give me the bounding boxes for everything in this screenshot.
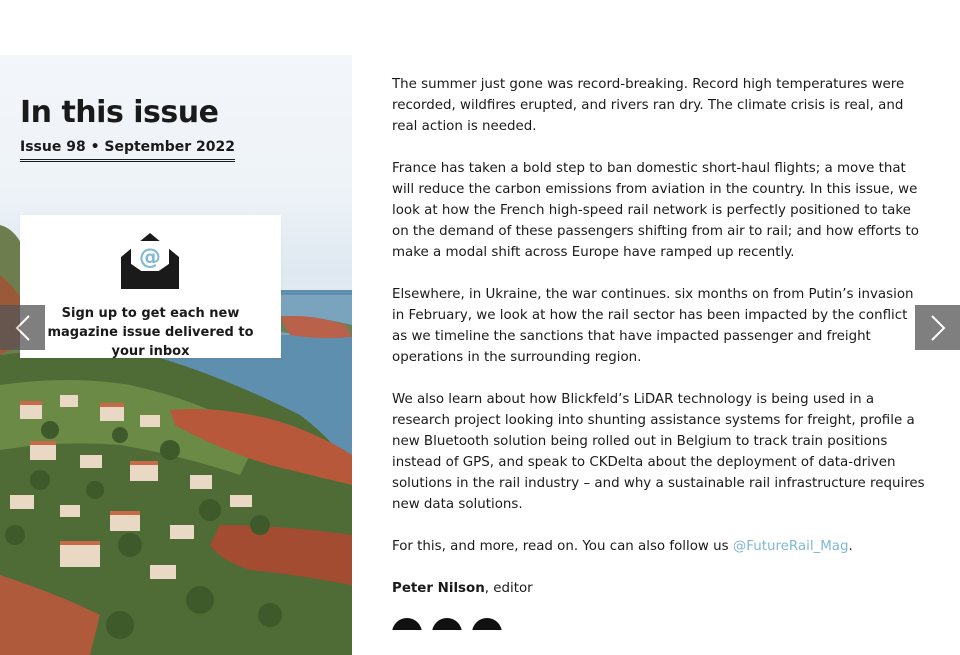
newsletter-signup-card[interactable] (20, 215, 281, 358)
editor-signature (392, 578, 926, 599)
chevron-right-icon (930, 315, 946, 341)
follow-end: . (848, 539, 853, 554)
article-paragraph: Elsewhere, in Ukraine, the war continues. six months on from Putin’s invasion in February, we look at how the rail sector has been impacted by the conflict as we timeline the sanctions that have impacted passenger and freight operations in the surrounding region. (392, 287, 914, 365)
twitter-handle-link[interactable]: @FutureRail_Mag (732, 539, 849, 554)
social-links (392, 618, 502, 630)
section-title: In this issue (20, 95, 219, 130)
article-paragraph: We also learn about how Blickfeld’s LiDAR technology is being used in a research project looking into shunting assistance systems for freight, profile a new Bluetooth solution being rolled out in Belgium to track train positions instead of GPS, and speak to CKDelta about the deployment of data-driven solutions in the rail industry – and why a sustainable rail infrastructure requires new data solutions. (392, 392, 925, 512)
svg-text:@: @ (139, 245, 161, 270)
envelope-at-icon (119, 229, 181, 291)
signup-text: Sign up to get each new magazine issue delivered to your inbox (47, 306, 254, 359)
follow-paragraph (392, 536, 926, 557)
previous-page-button[interactable] (0, 305, 45, 350)
editor-role: , editor (484, 581, 533, 596)
linkedin-icon[interactable] (432, 618, 462, 630)
twitter-icon[interactable] (392, 618, 422, 630)
facebook-icon[interactable] (472, 618, 502, 630)
chevron-left-icon (15, 315, 31, 341)
article-paragraph: France has taken a bold step to ban domestic short-haul flights; a move that will reduce the carbon emissions from aviation in the country. In this issue, we look at how the French high-speed rail network is perfectly positioned to take on the demand of these passengers shifting from air to rail; and how efforts to make a modal shift across Europe have ramped up recently. (392, 161, 919, 260)
cover-hero-panel (0, 55, 352, 655)
editor-name: Peter Nilson (392, 581, 485, 596)
article-paragraph: The summer just gone was record-breaking. Record high temperatures were recorded, wildfires erupted, and rivers ran dry. The climate crisis is real, and real action is needed. (392, 77, 905, 134)
follow-text: For this, and more, read on. You can also follow us (392, 539, 733, 554)
issue-date-line: Issue 98 • September 2022 (20, 139, 235, 162)
editorial-article (392, 74, 926, 620)
